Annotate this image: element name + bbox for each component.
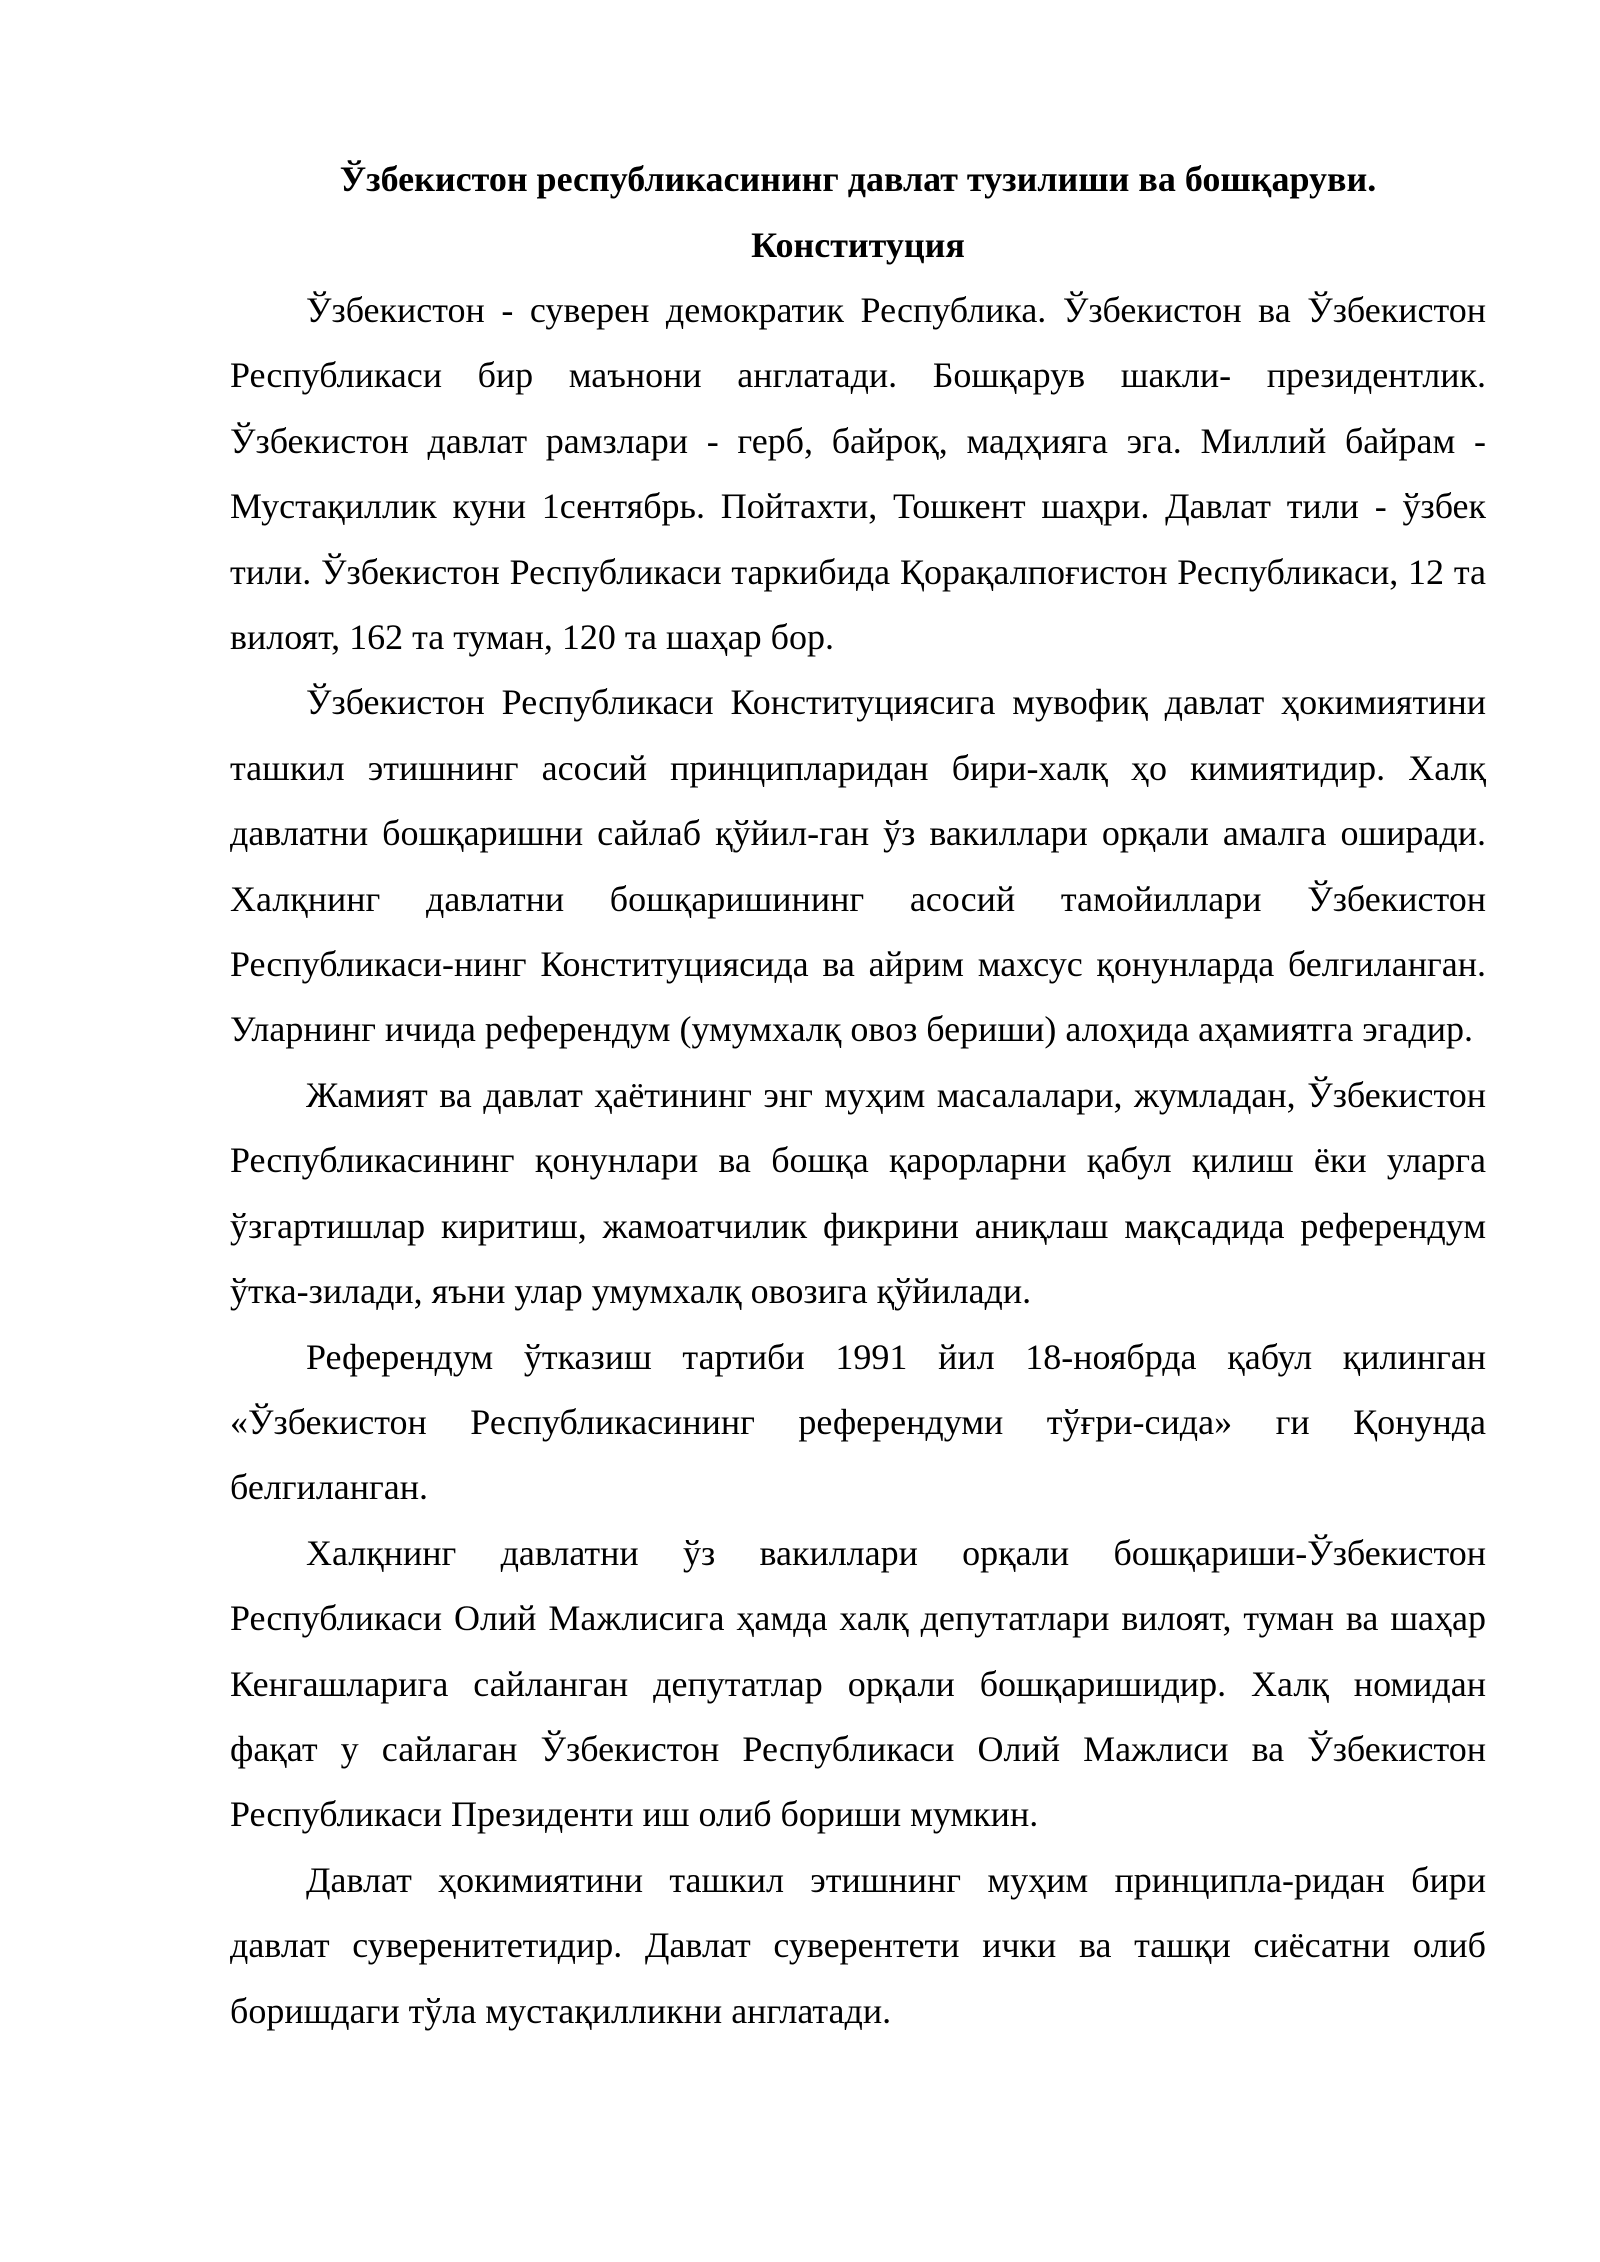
paragraph-3: Жамият ва давлат ҳаётининг энг муҳим масалалари, жумладан, Ўзбекистон Республикасининг қонунлари ва бошқа қарорларни қабул қилиш ёки уларга ўзгартишлар киритиш, жамоатчилик фикрини аниқлаш мақсадида референдум ўтка-зилади, яъни улар умумхалқ овозига қўйилади. [230,1074,1486,1312]
document-body [230,146,1486,2044]
paragraph-1: Ўзбекистон - суверен демократик Республика. Ўзбекистон ва Ўзбекистон Республикаси бир маънони англатади. Бошқарув шакли- президентлик. Ўзбекистон давлат рамзлари - герб, байроқ, мадҳияга эга. Миллий байрам - Мустақиллик куни 1сентябрь. Пойтахти, Тошкент шаҳри. Давлат тили - ўзбек тили. Ўзбекистон Республикаси таркибида Қорақалпоғистон Республикаси, 12 та вилоят, 162 та туман, 120 та шаҳар бор. [230,290,1486,658]
document-title-line-1: Ўзбекистон республикасининг давлат тузилиши ва бошқаруви. [339,159,1377,199]
paragraph-6: Давлат ҳокимиятини ташкил этишнинг муҳим принципла-ридан бири давлат суверенитетидир. Давлат суверентети ички ва ташқи сиёсатни олиб боришдаги тўла мустақилликни англатади. [230,1859,1486,2031]
paragraph-5: Халқнинг давлатни ўз вакиллари орқали бошқариши-Ўзбекистон Республикаси Олий Мажлисига ҳамда халқ депутатлари вилоят, туман ва шаҳар Кенгашларига сайланган депутатлар орқали бошқаришидир. Халқ номидан фақат у сайлаган Ўзбекистон Республикаси Олий Мажлиси ва Ўзбекистон Республикаси Президенти иш олиб бориши мумкин. [230,1532,1486,1835]
document-title-line-2: Конституция [751,225,965,265]
paragraph-2: Ўзбекистон Республикаси Конституциясига мувофиқ давлат ҳокимиятини ташкил этишнинг асосий принципларидан бири-халқ ҳо кимиятидир. Халқ давлатни бошқаришни сайлаб қўйил-ган ўз вакиллари орқали амалга оширади. Халқнинг давлатни бошқаришининг асосий тамойиллари Ўзбекистон Республикаси-нинг Конституциясида ва айрим махсус қонунларда белгиланган. Уларнинг ичида референдум (умумхалқ овоз бериши) алоҳида аҳамиятга эгадир. [230,682,1486,1050]
paragraph-4: Референдум ўтказиш тартиби 1991 йил 18-ноябрда қабул қилинган «Ўзбекистон Республикасининг референдуми тўғри-сида» ги Қонунда белгиланган. [230,1336,1486,1508]
